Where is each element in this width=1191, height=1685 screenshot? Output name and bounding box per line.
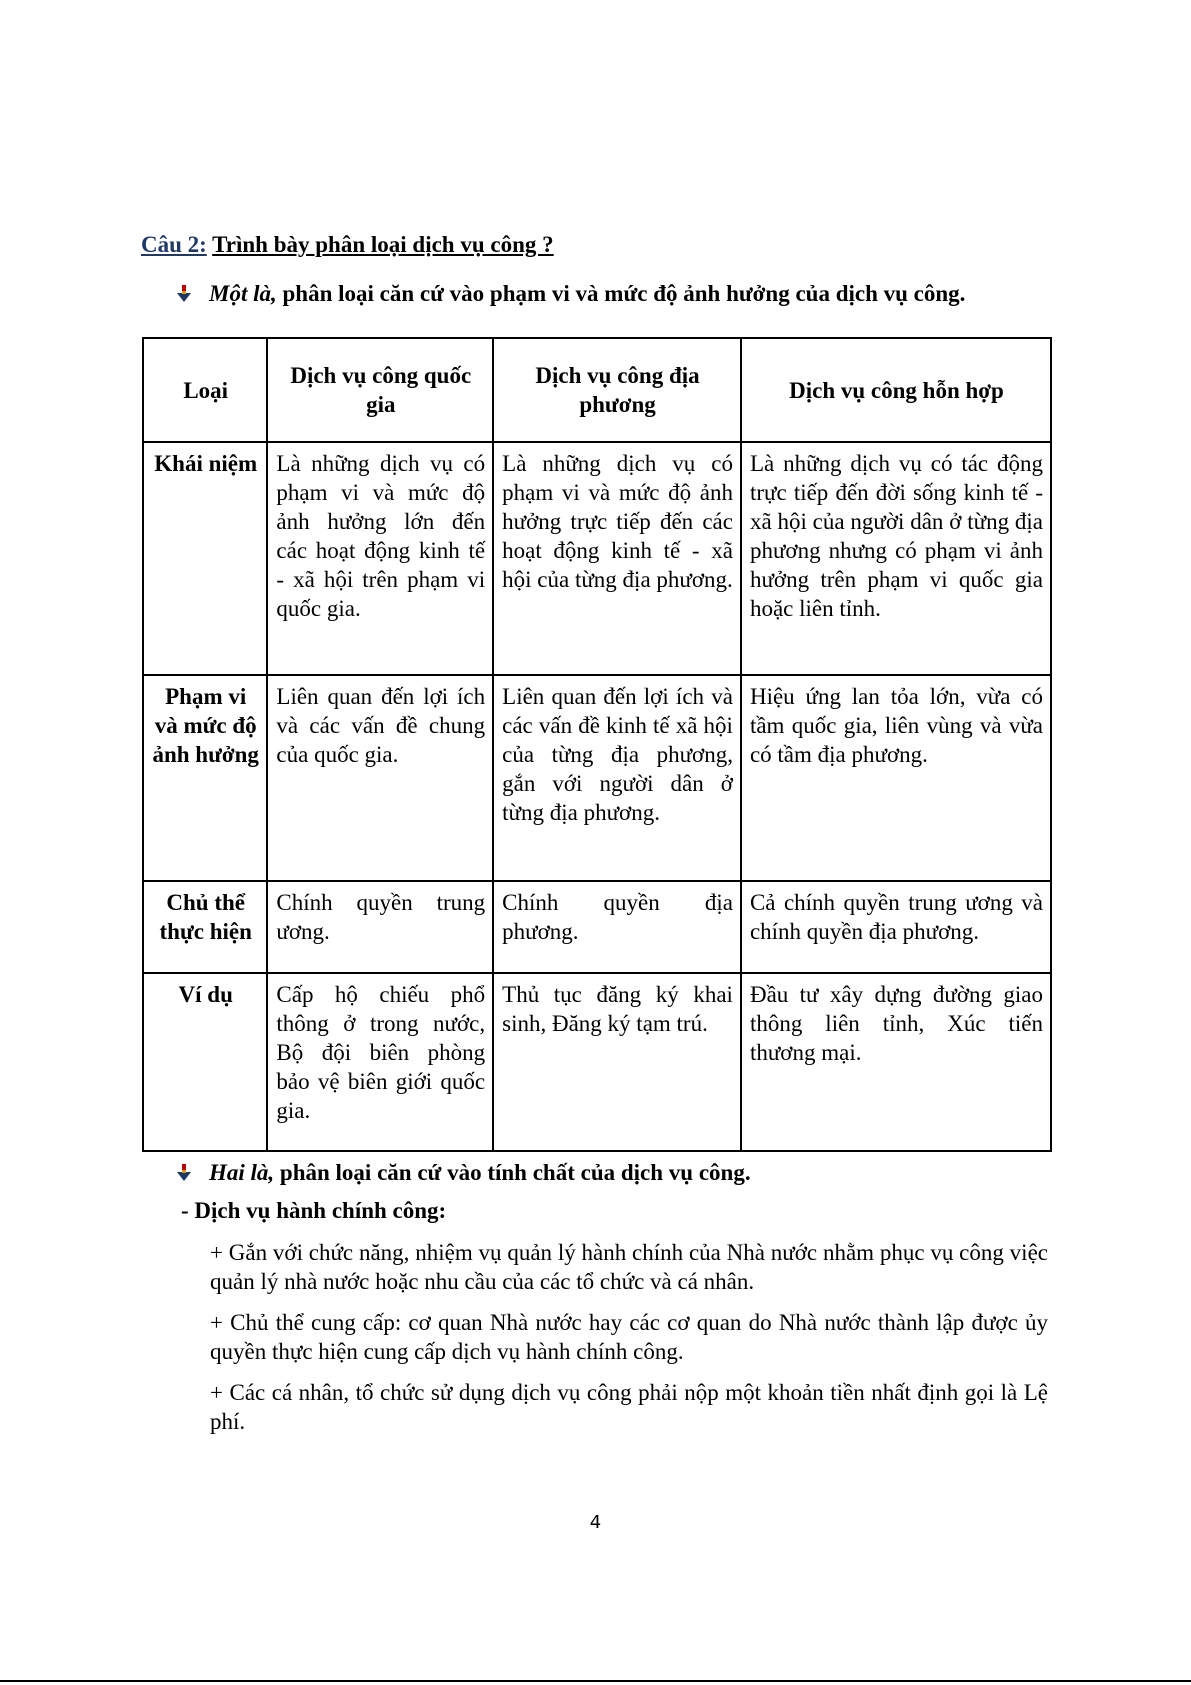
question-heading: [141, 232, 554, 258]
bullet-two-lead: Hai là,: [209, 1160, 275, 1185]
table-cell: Là những dịch vụ có phạm vi và mức độ ảnh hưởng lớn đến các hoạt động kinh tế - xã hội trên phạm vi quốc gia.: [267, 442, 493, 675]
bullet-one: [177, 281, 965, 307]
arrow-bullet-icon: [177, 1164, 191, 1182]
header-cell-local: Dịch vụ công địa phương: [493, 338, 741, 442]
header-cell-mixed: Dịch vụ công hỗn hợp: [741, 338, 1051, 442]
classification-table: [142, 337, 1052, 1152]
row-label: Chủ thể thực hiện: [143, 881, 267, 973]
table-cell: Chính quyền địa phương.: [493, 881, 741, 973]
footer-divider: [0, 1680, 1191, 1682]
section-heading: - Dịch vụ hành chính công:: [181, 1198, 447, 1223]
table-cell: Cả chính quyền trung ương và chính quyền địa phương.: [741, 881, 1051, 973]
row-label: Phạm vi và mức độ ảnh hưởng: [143, 675, 267, 881]
row-label: Khái niệm: [143, 442, 267, 675]
table-cell: Là những dịch vụ có tác động trực tiếp đến đời sống kinh tế - xã hội của người dân ở từng địa phương nhưng có phạm vi ảnh hưởng trên phạm vi quốc gia hoặc liên tỉnh.: [741, 442, 1051, 675]
bullet-two: [177, 1160, 751, 1186]
table-cell: Liên quan đến lợi ích và các vấn đề chung của quốc gia.: [267, 675, 493, 881]
table-cell: Thủ tục đăng ký khai sinh, Đăng ký tạm trú.: [493, 973, 741, 1151]
table-row: [143, 675, 1051, 881]
question-number: Câu 2:: [141, 232, 207, 257]
table-header-row: [143, 338, 1051, 442]
table-cell: Liên quan đến lợi ích và các vấn đề kinh tế xã hội của từng địa phương, gắn với người dân ở từng địa phương.: [493, 675, 741, 881]
table-row: [143, 973, 1051, 1151]
header-cell-national: Dịch vụ công quốc gia: [267, 338, 493, 442]
table-cell: Đầu tư xây dựng đường giao thông liên tỉnh, Xúc tiến thương mại.: [741, 973, 1051, 1151]
table-row: [143, 442, 1051, 675]
question-text: Trình bày phân loại dịch vụ công ?: [212, 232, 554, 257]
table-cell: Là những dịch vụ có phạm vi và mức độ ảnh hưởng trực tiếp đến các hoạt động kinh tế - xã hội của từng địa phương.: [493, 442, 741, 675]
header-cell-type: Loại: [143, 338, 267, 442]
table-row: [143, 881, 1051, 973]
table-cell: Cấp hộ chiếu phổ thông ở trong nước, Bộ đội biên phòng bảo vệ biên giới quốc gia.: [267, 973, 493, 1151]
table-cell: Chính quyền trung ương.: [267, 881, 493, 973]
table-cell: Hiệu ứng lan tỏa lớn, vừa có tầm quốc gia, liên vùng và vừa có tầm địa phương.: [741, 675, 1051, 881]
arrow-bullet-icon: [177, 285, 191, 303]
paragraph: + Chủ thể cung cấp: cơ quan Nhà nước hay các cơ quan do Nhà nước thành lập được ủy quyền thực hiện cung cấp dịch vụ hành chính công.: [210, 1310, 1048, 1364]
bullet-one-lead: Một là,: [209, 281, 277, 306]
bullet-two-text: phân loại căn cứ vào tính chất của dịch vụ công.: [279, 1160, 751, 1185]
paragraph: + Các cá nhân, tổ chức sử dụng dịch vụ công phải nộp một khoản tiền nhất định gọi là Lệ phí.: [210, 1380, 1048, 1434]
paragraph: + Gắn với chức năng, nhiệm vụ quản lý hành chính của Nhà nước nhằm phục vụ công việc quản lý nhà nước hoặc nhu cầu của các tổ chức và cá nhân.: [210, 1240, 1048, 1294]
page-number: 4: [589, 1512, 602, 1533]
row-label: Ví dụ: [143, 973, 267, 1151]
bullet-one-text: phân loại căn cứ vào phạm vi và mức độ ảnh hưởng của dịch vụ công.: [282, 281, 966, 306]
